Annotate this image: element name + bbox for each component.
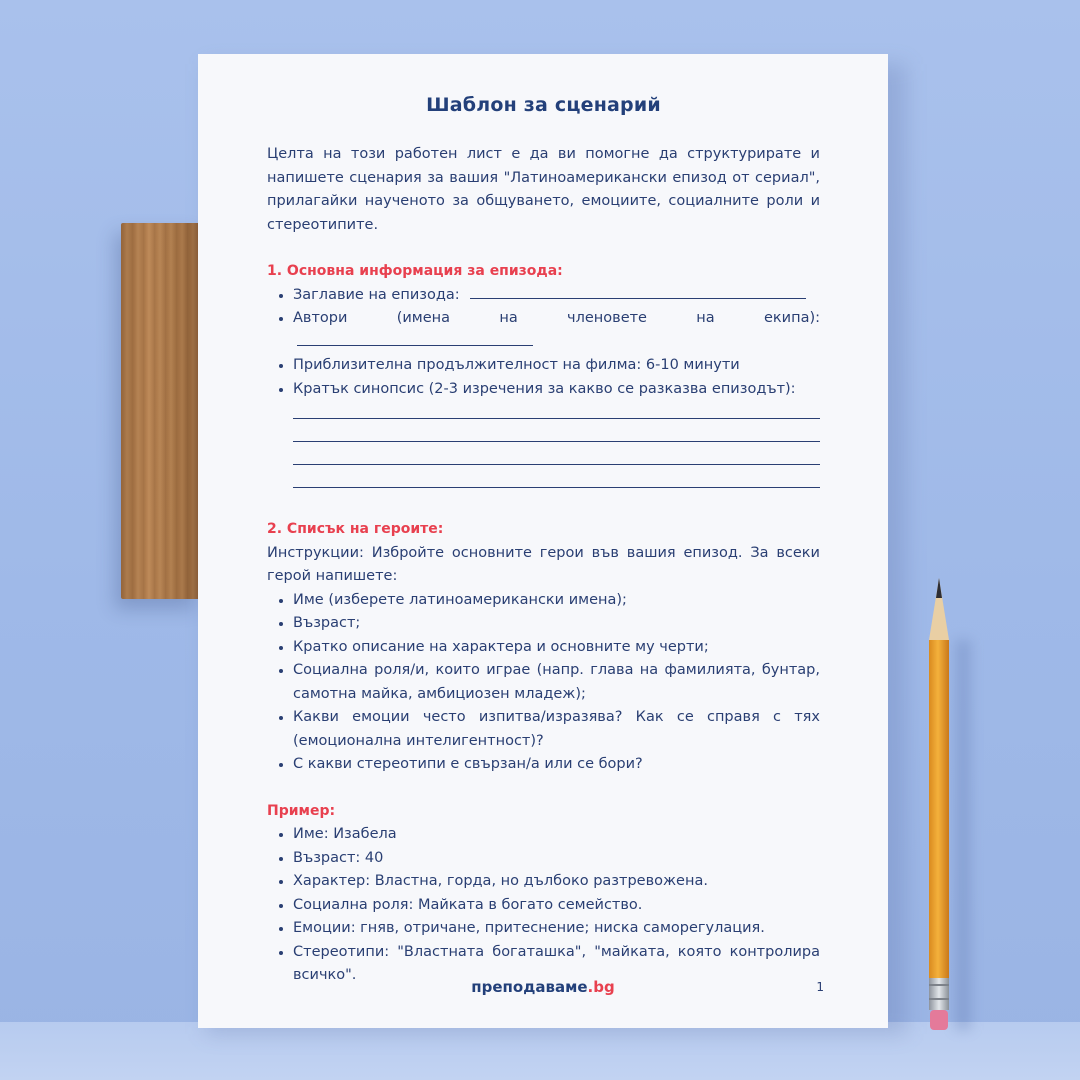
list-item: • Кратък синопсис (2-3 изречения за какво се разказва епизодът):: [293, 378, 820, 402]
list-item: • Стереотипи: "Властната богаташка", "майката, която контролира всичко".: [293, 941, 820, 988]
list-item: • Кратко описание на характера и основните му черти;: [293, 636, 820, 660]
list-item: • Име: Изабела: [293, 823, 820, 847]
section2-instructions: Инструкции: Избройте основните герои във вашия епизод. За всеки герой напишете:: [267, 544, 820, 584]
page-number: 1: [816, 980, 824, 994]
synopsis-lines: [293, 401, 820, 488]
list-item: • Какви емоции често изпитва/изразява? Как се справя с тях (емоционална интелигентност)?: [293, 706, 820, 753]
list-item: • С какви стереотипи е свързан/а или се бори?: [293, 753, 820, 777]
section2-list: [267, 589, 820, 777]
list-item: • Приблизителна продължителност на филма: 6-10 минути: [293, 354, 820, 378]
page-title: Шаблон за сценарий: [426, 94, 661, 116]
brand-tld: .bg: [587, 978, 615, 996]
list-item: [293, 307, 820, 354]
list-item: • Характер: Властна, горда, но дълбоко разтревожена.: [293, 870, 820, 894]
synopsis-line: [293, 419, 820, 442]
example-heading: Пример:: [267, 802, 336, 819]
pencil-icon: [928, 578, 950, 1032]
authors-blank-line: [297, 331, 533, 346]
section1-heading: 1. Основна информация за епизода:: [267, 263, 563, 279]
worksheet-page: [198, 54, 888, 1028]
synopsis-line: [293, 442, 820, 465]
brand-name: преподаваме: [471, 978, 588, 996]
intro-paragraph: Целта на този работен лист е да ви помогне да структурирате и напишете сценария за вашия "Латиноамерикански епизод от сериал", прилагайки наученото за общуването, емоциите, социалните роли и стереотипите.: [267, 146, 820, 233]
section1-list: [267, 284, 820, 402]
page-footer: [198, 978, 888, 1002]
pencil-shadow: [955, 640, 971, 1030]
list-item: • Възраст;: [293, 612, 820, 636]
title-blank-line: [470, 284, 806, 299]
example-list: [267, 823, 820, 988]
wooden-block: [121, 223, 201, 599]
synopsis-line: [293, 401, 820, 419]
title-field-label: Заглавие на епизода:: [293, 286, 460, 303]
section2-heading: 2. Списък на героите:: [267, 521, 444, 537]
synopsis-line: [293, 465, 820, 488]
list-item: • Име (изберете латиноамерикански имена);: [293, 589, 820, 613]
list-item: • Емоции: гняв, отричане, притеснение; ниска саморегулация.: [293, 917, 820, 941]
list-item: • Социална роля/и, които играе (напр. глава на фамилията, бунтар, самотна майка, амбициозен младеж);: [293, 659, 820, 706]
list-item: • Възраст: 40: [293, 847, 820, 871]
authors-field-label: Автори (имена на членовете на екипа):: [293, 310, 820, 326]
list-item: • Социална роля: Майката в богато семейство.: [293, 894, 820, 918]
list-item: [293, 284, 820, 308]
brand-logo: [198, 978, 888, 996]
